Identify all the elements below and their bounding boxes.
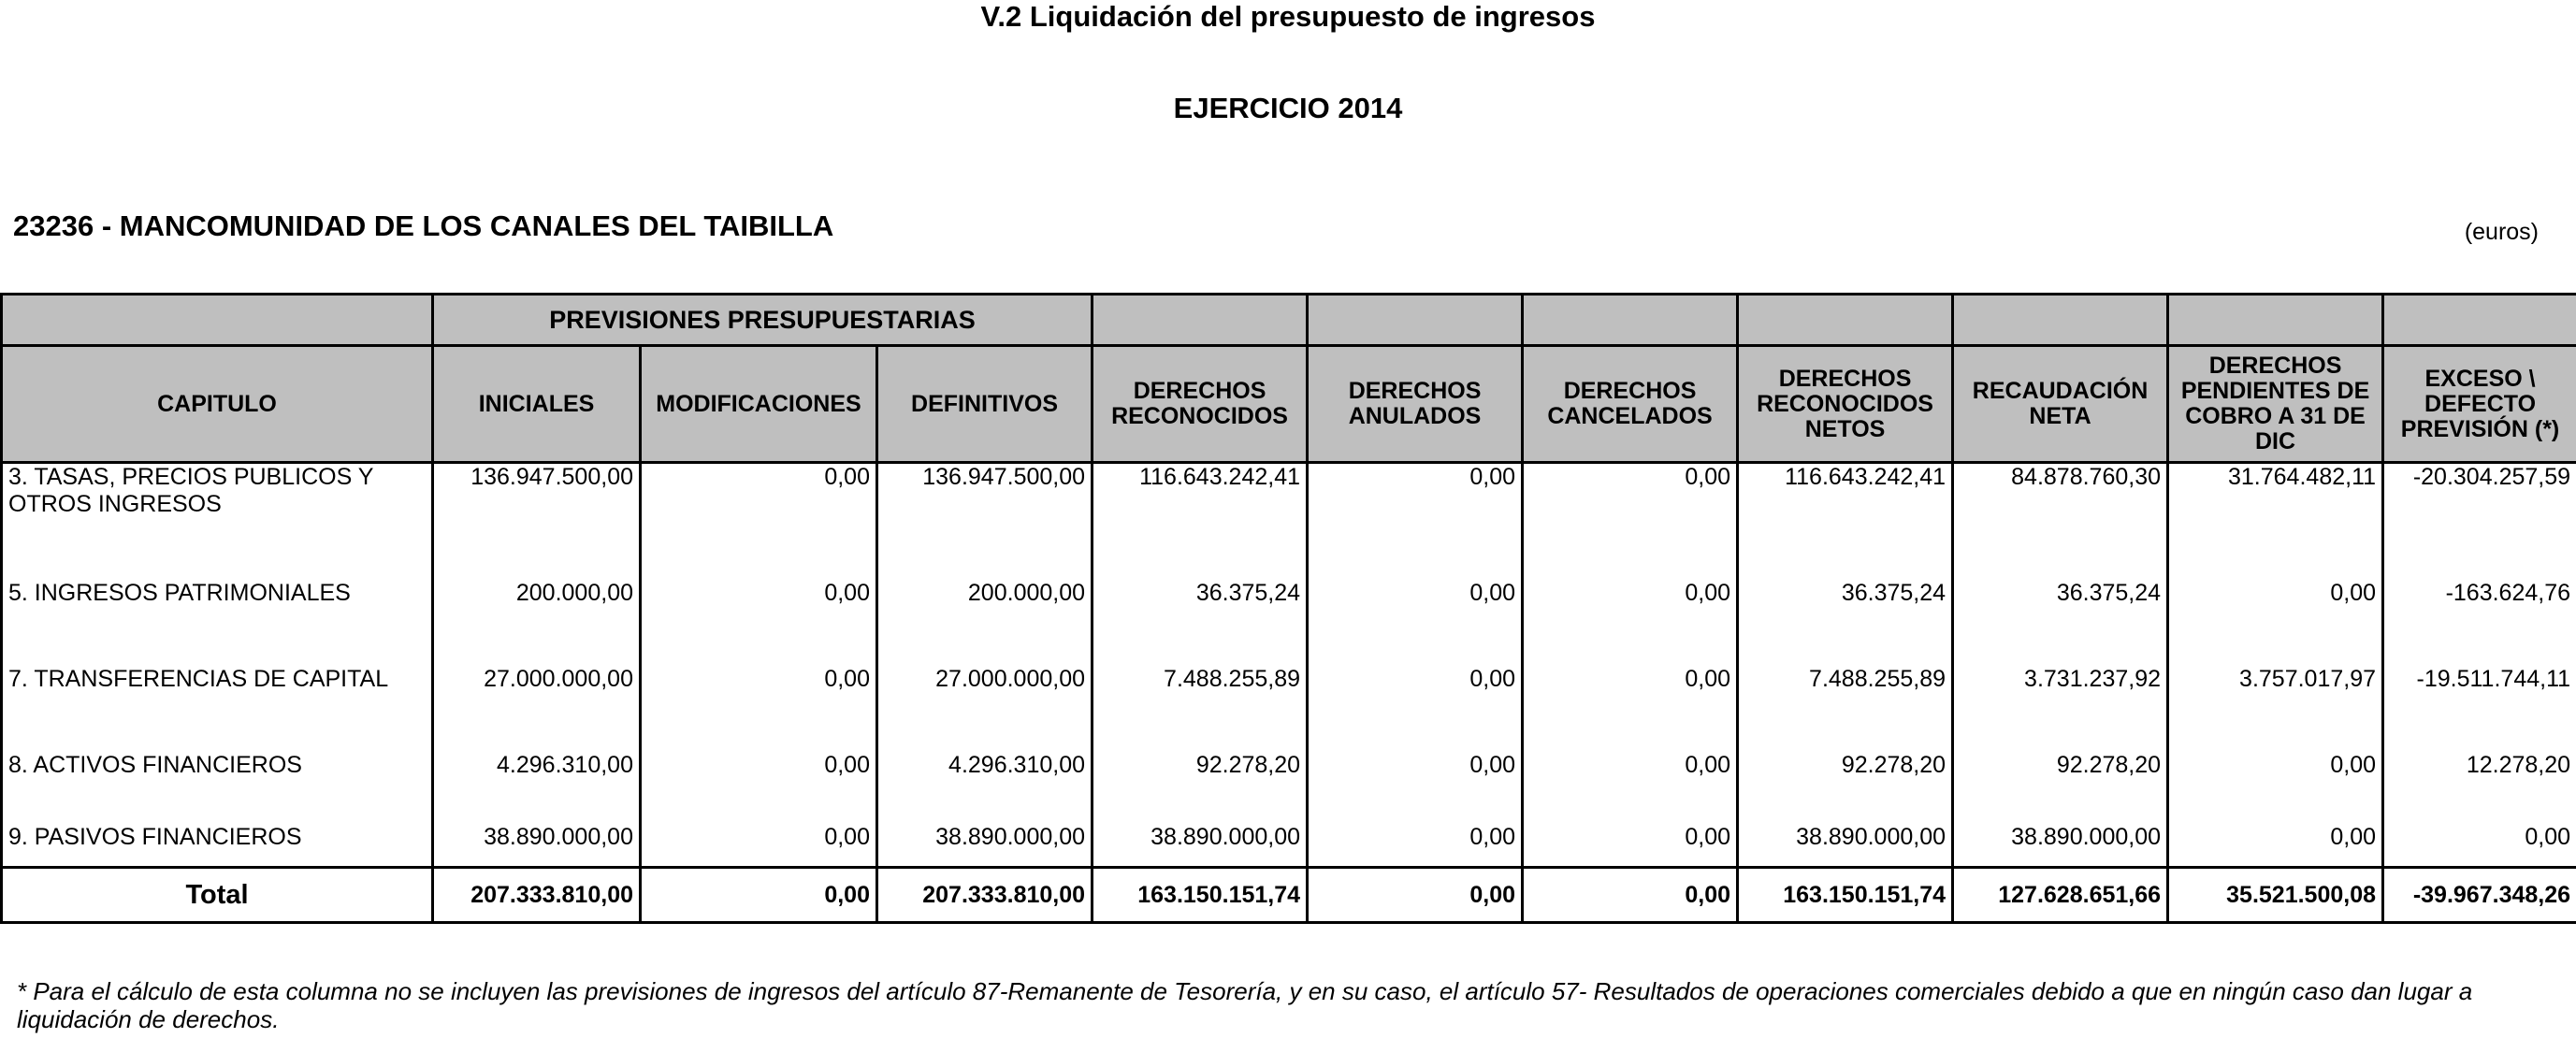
total-row: [2, 868, 2576, 923]
footnote: * Para el cálculo de esta columna no se incluyen las previsiones de ingresos del artículo 87-Remanente de Tesorería, y en su caso, el artículo 57- Resultados de operaciones comerciales debido a que en ningún caso dan lugar a liquidación de derechos.: [17, 977, 2473, 1033]
total-cell: 35.521.500,08: [2168, 868, 2383, 923]
currency-unit: (euros): [2464, 219, 2539, 245]
total-cell: 207.333.810,00: [877, 868, 1093, 923]
value-cell: 3.731.237,92: [1953, 636, 2168, 722]
table-row: [2, 808, 2576, 868]
header-blank: [2168, 295, 2383, 346]
column-header: DERECHOS CANCELADOS: [1523, 346, 1738, 463]
value-cell: 0,00: [1308, 636, 1523, 722]
column-header: MODIFICACIONES: [641, 346, 877, 463]
value-cell: 0,00: [1523, 722, 1738, 808]
value-cell: 38.890.000,00: [877, 808, 1093, 868]
column-header: DERECHOS PENDIENTES DE COBRO A 31 DE DIC: [2168, 346, 2383, 463]
column-header: DERECHOS RECONOCIDOS: [1093, 346, 1308, 463]
value-cell: 38.890.000,00: [1953, 808, 2168, 868]
column-header: DERECHOS RECONOCIDOS NETOS: [1738, 346, 1953, 463]
header-blank: [2383, 295, 2576, 346]
value-cell: 0,00: [1308, 722, 1523, 808]
value-cell: 4.296.310,00: [433, 722, 641, 808]
group-header-row: [2, 295, 2576, 346]
value-cell: 4.296.310,00: [877, 722, 1093, 808]
value-cell: 3.757.017,97: [2168, 636, 2383, 722]
value-cell: 84.878.760,30: [1953, 463, 2168, 551]
revenue-table: [0, 293, 2576, 924]
value-cell: 0,00: [2168, 722, 2383, 808]
value-cell: 92.278,20: [1093, 722, 1308, 808]
value-cell: 0,00: [641, 636, 877, 722]
value-cell: 0,00: [641, 463, 877, 551]
table-row: [2, 722, 2576, 808]
total-cell: 0,00: [1523, 868, 1738, 923]
value-cell: 116.643.242,41: [1738, 463, 1953, 551]
value-cell: 12.278,20: [2383, 722, 2576, 808]
column-header-row: [2, 346, 2576, 463]
column-header: INICIALES: [433, 346, 641, 463]
total-label: Total: [2, 868, 433, 923]
capitulo-cell: 9. PASIVOS FINANCIEROS: [2, 808, 433, 868]
value-cell: 38.890.000,00: [1093, 808, 1308, 868]
column-header: RECAUDACIÓN NETA: [1953, 346, 2168, 463]
value-cell: 136.947.500,00: [433, 463, 641, 551]
value-cell: 200.000,00: [877, 550, 1093, 636]
total-cell: 127.628.651,66: [1953, 868, 2168, 923]
value-cell: 0,00: [1523, 808, 1738, 868]
capitulo-cell: 7. TRANSFERENCIAS DE CAPITAL: [2, 636, 433, 722]
value-cell: 0,00: [2383, 808, 2576, 868]
total-cell: 207.333.810,00: [433, 868, 641, 923]
value-cell: -20.304.257,59: [2383, 463, 2576, 551]
column-header: DERECHOS ANULADOS: [1308, 346, 1523, 463]
fiscal-year: EJERCICIO 2014: [1173, 92, 1403, 124]
column-header: DEFINITIVOS: [877, 346, 1093, 463]
value-cell: 0,00: [1523, 550, 1738, 636]
value-cell: 0,00: [1308, 808, 1523, 868]
total-cell: -39.967.348,26: [2383, 868, 2576, 923]
value-cell: 0,00: [1308, 550, 1523, 636]
capitulo-cell: 8. ACTIVOS FINANCIEROS: [2, 722, 433, 808]
value-cell: 0,00: [1523, 463, 1738, 551]
value-cell: 31.764.482,11: [2168, 463, 2383, 551]
total-cell: 163.150.151,74: [1738, 868, 1953, 923]
capitulo-cell: 5. INGRESOS PATRIMONIALES: [2, 550, 433, 636]
value-cell: 36.375,24: [1953, 550, 2168, 636]
value-cell: 200.000,00: [433, 550, 641, 636]
value-cell: 36.375,24: [1093, 550, 1308, 636]
value-cell: -19.511.744,11: [2383, 636, 2576, 722]
value-cell: 0,00: [1308, 463, 1523, 551]
value-cell: 92.278,20: [1953, 722, 2168, 808]
column-header: EXCESO \ DEFECTO PREVISIÓN (*): [2383, 346, 2576, 463]
header-blank: [1093, 295, 1308, 346]
value-cell: 38.890.000,00: [1738, 808, 1953, 868]
value-cell: 0,00: [2168, 550, 2383, 636]
value-cell: 38.890.000,00: [433, 808, 641, 868]
capitulo-cell: 3. TASAS, PRECIOS PUBLICOS Y OTROS INGRESOS: [2, 463, 433, 551]
value-cell: 27.000.000,00: [877, 636, 1093, 722]
value-cell: 92.278,20: [1738, 722, 1953, 808]
table-row: [2, 636, 2576, 722]
value-cell: 27.000.000,00: [433, 636, 641, 722]
table-row: [2, 550, 2576, 636]
value-cell: 0,00: [2168, 808, 2383, 868]
header-blank: [1953, 295, 2168, 346]
total-cell: 0,00: [1308, 868, 1523, 923]
value-cell: 136.947.500,00: [877, 463, 1093, 551]
table-row: [2, 463, 2576, 551]
total-cell: 163.150.151,74: [1093, 868, 1308, 923]
header-blank: [1738, 295, 1953, 346]
value-cell: 0,00: [641, 550, 877, 636]
header-blank: [1308, 295, 1523, 346]
value-cell: -163.624,76: [2383, 550, 2576, 636]
header-blank: [1523, 295, 1738, 346]
value-cell: 36.375,24: [1738, 550, 1953, 636]
total-cell: 0,00: [641, 868, 877, 923]
value-cell: 7.488.255,89: [1738, 636, 1953, 722]
entity-name: 23236 - MANCOMUNIDAD DE LOS CANALES DEL TAIBILLA: [13, 209, 834, 242]
group-header: PREVISIONES PRESUPUESTARIAS: [433, 295, 1093, 346]
column-header: CAPITULO: [2, 346, 433, 463]
value-cell: 7.488.255,89: [1093, 636, 1308, 722]
header-blank: [2, 295, 433, 346]
value-cell: 0,00: [641, 808, 877, 868]
page-title: V.2 Liquidación del presupuesto de ingresos: [980, 0, 1596, 33]
value-cell: 0,00: [641, 722, 877, 808]
value-cell: 116.643.242,41: [1093, 463, 1308, 551]
value-cell: 0,00: [1523, 636, 1738, 722]
